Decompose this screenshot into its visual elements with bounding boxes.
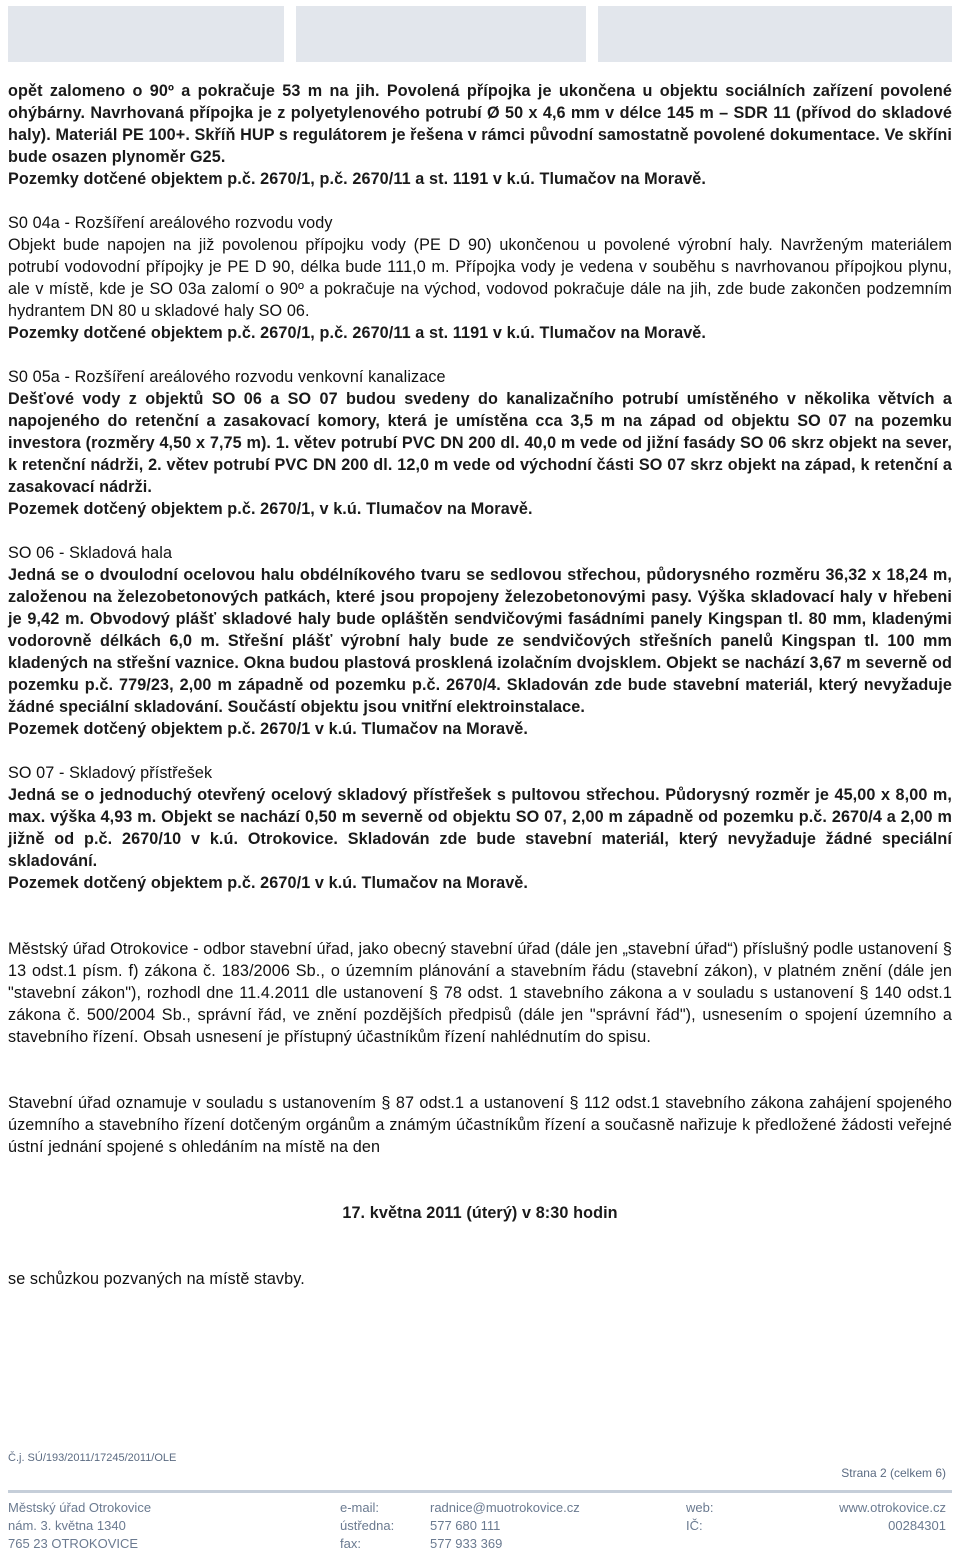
so05a-body: Dešťové vody z objektů SO 06 a SO 07 budou svedeny do kanalizačního potrubí umístěného v několika větvích a napojeného do retenční a zasakovací komory, která je umístěna cca 3,5 m na západ od objektu SO 07 na pozemku investora (rozměry 4,50 x 7,75 m). 1. větev potrubí PVC DN 200 dl. 40,0 m vede od jižní fasády SO 06 skrz objekt na sever, k retenční nádrži, 2. větev potrubí PVC DN 200 dl. 12,0 m vede od východní části SO 07 skrz objekt na západ, k retenční a zasakovací nádrži. (8, 390, 952, 496)
so06-title: SO 06 - Skladová hala (8, 544, 173, 562)
meeting-note: se schůzkou pozvaných na místě stavby. (8, 1270, 305, 1288)
so06-parcels: Pozemek dotčený objektem p.č. 2670/1 v k.ú. Tlumačov na Moravě. (8, 720, 528, 738)
authority-paragraph: Městský úřad Otrokovice - odbor stavební úřad, jako obecný stavební úřad (dále jen „stavební úřad“) příslušný podle ustanovení § 13 odst.1 písm. f) zákona č. 183/2006 Sb., o územním plánování a stavebním řádu (stavební zákon), v platném znění (dále jen "stavební zákon"), rozhodl dne 11.4.2011 dle ustanovení § 78 odst. 1 stavebního zákona a v souladu s ustanovení § 140 odst.1 zákona č. 500/2004 Sb., správní řád, ve znění pozdějších předpisů (dále jen "správní řád"), usnesením o spojení územního a stavebního řízení. Obsah usnesení je přístupný účastníkům řízení nahlédnutím do spisu. (8, 940, 952, 1046)
footer-ic-label: IČ: (686, 1518, 703, 1533)
so04a-title: S0 04a - Rozšíření areálového rozvodu vody (8, 214, 333, 232)
footer-office: Městský úřad Otrokovice (8, 1500, 152, 1515)
intro-parcels: Pozemky dotčené objektem p.č. 2670/1, p.č. 2670/11 a st. 1191 v k.ú. Tlumačov na Moravě. (8, 170, 706, 188)
document-body (8, 80, 952, 1290)
so07-body: Jedná se o jednoduchý otevřený ocelový skladový přístřešek s pultovou střechou. Půdorysný rozměr je 45,00 x 8,00 m, max. výška 4,93 m. Objekt se nachází 0,50 m severně od objektu SO 07, 2,00 m západně od pozemku p.č. 2670/4 a 2,00 m jižně od p.č. 2670/10 v k.ú. Otrokovice. Skladován zde bude stavební materiál, který nevyžaduje žádné speciální skladování. (8, 786, 952, 870)
footer-ic: 00284301 (888, 1518, 946, 1533)
hearing-date: 17. května 2011 (úterý) v 8:30 hodin (342, 1204, 618, 1222)
so06-body: Jedná se o dvoulodní ocelovou halu obdélníkového tvaru se sedlovou střechou, půdorysného rozměru 36,32 x 18,24 m, založenou na železobetonových patkách, které jsou propojeny železobetonovými pasy. Výška skladovací haly v hřebeni je 9,42 m. Obvodový plášť skladové haly bude opláštěn sendvičovými fasádními panely Kingspan tl. 80 mm, kladenými vodorovně délkách 6,0 m. Střešní plášť výrobní haly bude ze sendvičových střešních panelů Kingspan tl. 100 mm kladených na střešní vaznice. Okna budou plastová prosklená izolačním dvojsklem. Objekt se nachází 3,67 m severně od pozemku p.č. 779/23, 2,00 m západně od pozemku p.č. 2670/4. Skladován zde bude stavební materiál, který nevyžaduje žádné speciální skladování. Součástí objektu jsou vnitřní elektroinstalace. (8, 566, 952, 716)
footer-web-labels (686, 1499, 713, 1535)
footer-fax-label: fax: (340, 1536, 361, 1551)
footer-fax: 577 933 369 (430, 1536, 503, 1551)
footer-address (8, 1499, 151, 1553)
footer-phone-label: ústředna: (340, 1518, 395, 1533)
intro-paragraph: opět zalomeno o 90º a pokračuje 53 m na jih. Povolená přípojka je ukončena u objektu sociálních zařízení povolené ohýbárny. Navrhovaná přípojka je z polyetylenového potrubí Ø 50 x 4,6 mm v délce 145 m – SDR 11 (přívod do skladové haly). Materiál PE 100+. Skříň HUP s regulátorem je řešena v rámci původní samostatně povolené dokumentace. Ve skříni bude osazen plynoměr G25. (8, 82, 952, 166)
footer-contact-values (430, 1499, 580, 1553)
footer-web-label: web: (686, 1500, 714, 1515)
so04a-body: Objekt bude napojen na již povolenou přípojku vody (PE D 90) ukončenou u povolené výrobní haly. Navrženým materiálem potrubí vodovodní přípojky je PE D 90, délka bude 111,0 m. Přípojka vody je vedena v souběhu s navrhovanou přípojkou plynu, ale v místě, kde je SO 03a zalomí o 90º a pokračuje na východ, vodovod pokračuje dále na jih, zde bude zakončen podzemním hydrantem DN 80 u skladové haly SO 06. (8, 236, 952, 320)
footer-contact-labels (340, 1499, 394, 1553)
footer-phone: 577 680 111 (430, 1518, 501, 1533)
reference-number: Č.j. SÚ/193/2011/17245/2011/OLE (8, 1452, 177, 1464)
so05a-title: S0 05a - Rozšíření areálového rozvodu venkovní kanalizace (8, 368, 446, 386)
page-number: Strana 2 (celkem 6) (841, 1466, 946, 1480)
so07-parcels: Pozemek dotčený objektem p.č. 2670/1 v k.ú. Tlumačov na Moravě. (8, 874, 528, 892)
footer-email-label: e-mail: (340, 1500, 380, 1515)
footer-email[interactable]: radnice@muotrokovice.cz (430, 1500, 580, 1515)
so07-title: SO 07 - Skladový přístřešek (8, 764, 213, 782)
footer (8, 1490, 952, 1559)
footer-web-values (839, 1499, 946, 1535)
header-band (8, 6, 952, 62)
so05a-parcels: Pozemek dotčený objektem p.č. 2670/1, v k.ú. Tlumačov na Moravě. (8, 500, 533, 518)
footer-street: nám. 3. května 1340 (8, 1518, 126, 1533)
footer-web[interactable]: www.otrokovice.cz (839, 1500, 946, 1515)
announcement-paragraph: Stavební úřad oznamuje v souladu s ustanovením § 87 odst.1 a ustanovení § 112 odst.1 stavebního zákona zahájení spojeného územního a stavebního řízení dotčeným orgánům a známým účastníkům řízení a současně nařizuje k předložené žádosti veřejné ústní jednání spojené s ohledáním na místě na den (8, 1094, 952, 1156)
so04a-parcels: Pozemky dotčené objektem p.č. 2670/1, p.č. 2670/11 a st. 1191 v k.ú. Tlumačov na Moravě. (8, 324, 706, 342)
footer-city: 765 23 OTROKOVICE (8, 1536, 139, 1551)
